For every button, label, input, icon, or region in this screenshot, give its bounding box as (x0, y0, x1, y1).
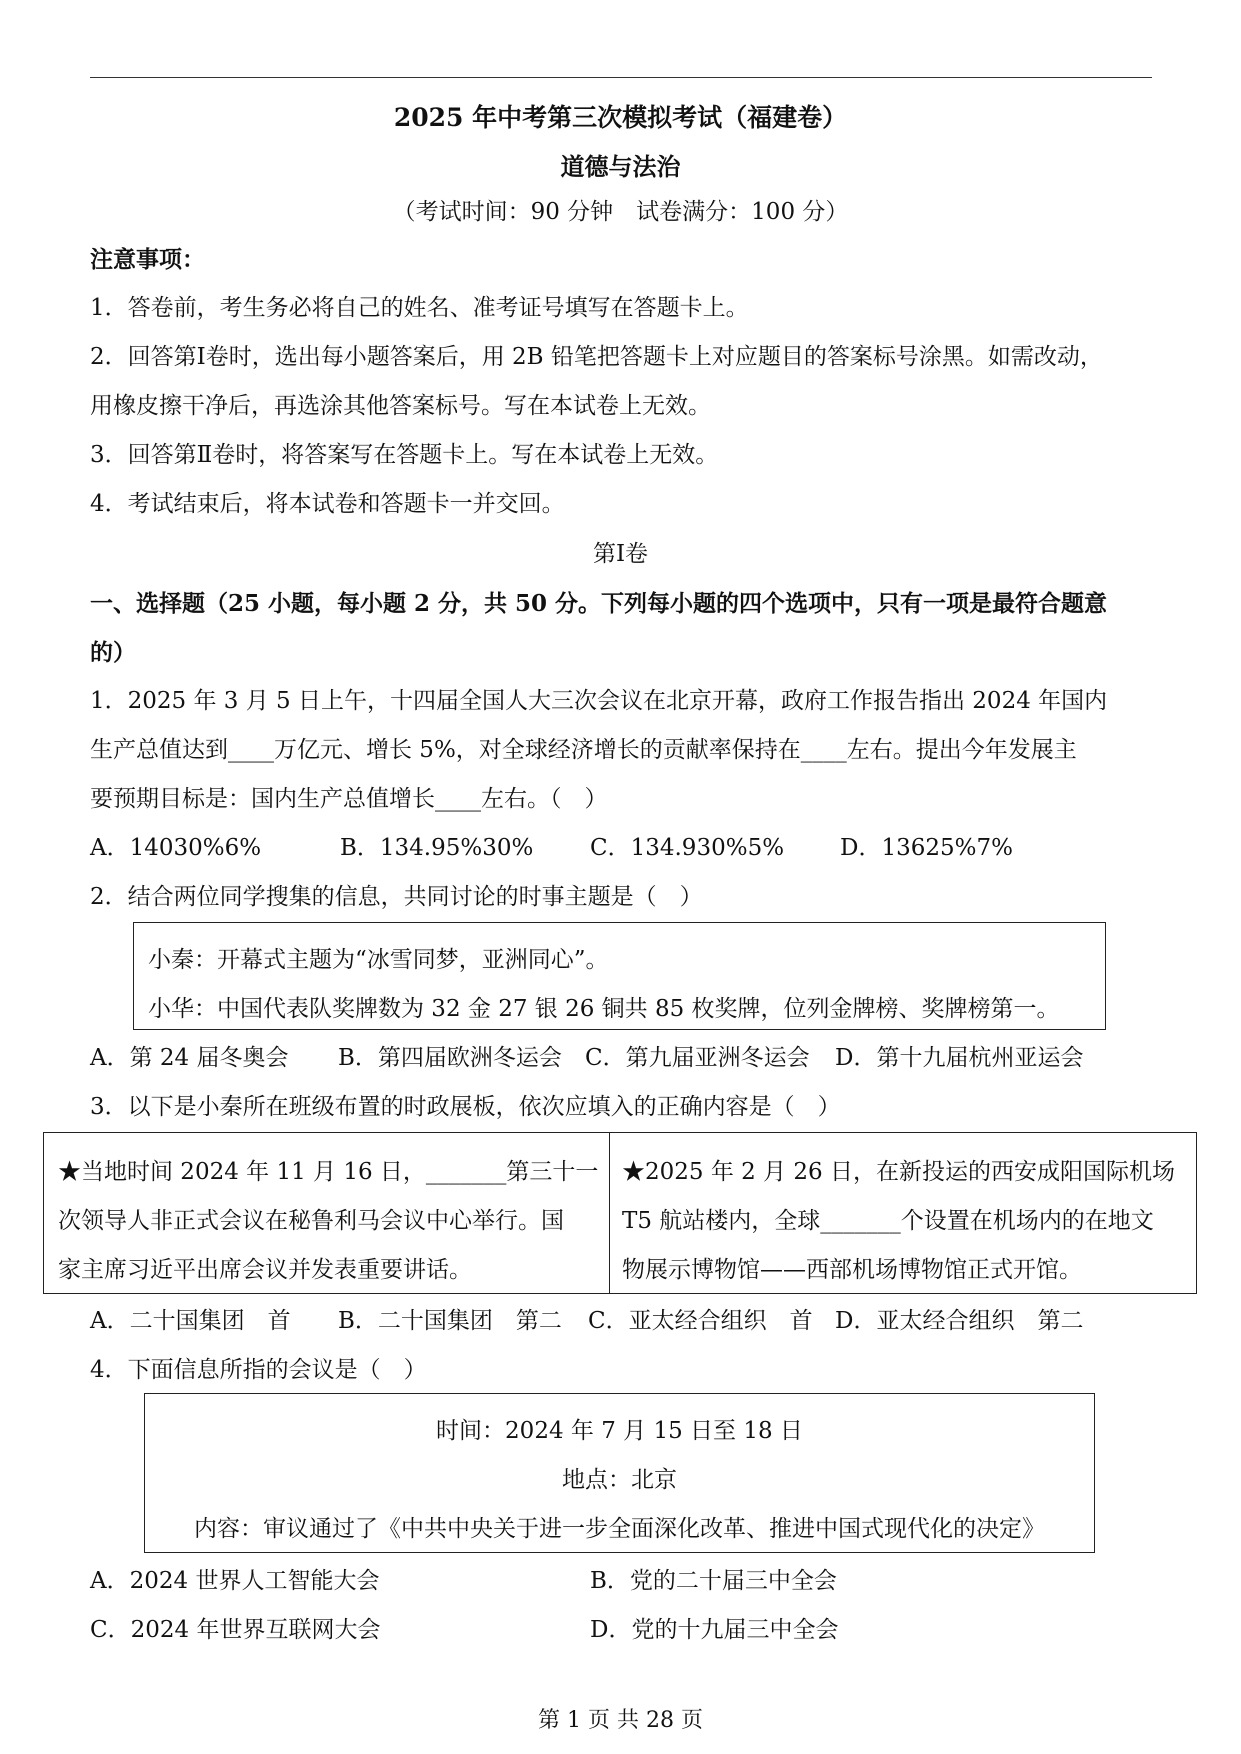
q3-right-line: 物展示博物馆——西部机场博物馆正式开馆。 (622, 1257, 1082, 1283)
q1-option-c: C．134.930%5% (590, 835, 785, 861)
q1-stem: 要预期目标是：国内生产总值增长____左右。（ ） (90, 786, 608, 812)
q4-option-c: C．2024 年世界互联网大会 (90, 1617, 381, 1643)
page-footer: 第 1 页 共 28 页 (538, 1708, 703, 1733)
q3-option-d: D．亚太经合组织 第二 (835, 1308, 1084, 1334)
q3-option-a: A．二十国集团 首 (90, 1308, 291, 1334)
q1-option-a: A．14030%6% (90, 835, 262, 861)
notes-line: 1．答卷前，考生务必将自己的姓名、准考证号填写在答题卡上。 (90, 295, 749, 321)
q2-stem: 2．结合两位同学搜集的信息，共同讨论的时事主题是（ ） (90, 884, 703, 910)
notes-line: 用橡皮擦干净后，再选涂其他答案标号。写在本试卷上无效。 (90, 393, 711, 419)
q2-box-line: 小华：中国代表队奖牌数为 32 金 27 银 26 铜共 85 枚奖牌，位列金牌榜、奖牌榜第一。 (148, 996, 1060, 1022)
q4-box-time: 时间：2024 年 7 月 15 日至 18 日 (436, 1418, 803, 1444)
q3-left-line: 次领导人非正式会议在秘鲁利马会议中心举行。国 (58, 1208, 564, 1234)
q3-stem: 3．以下是小秦所在班级布置的时政展板，依次应填入的正确内容是（ ） (90, 1094, 841, 1120)
q1-option-d: D．13625%7% (840, 835, 1013, 861)
part-title: 第Ⅰ卷 (592, 541, 649, 567)
notes-line: 2．回答第Ⅰ卷时，选出每小题答案后，用 2B 铅笔把答题卡上对应题目的答案标号涂黑。如需改动， (90, 344, 1103, 370)
q2-box-line: 小秦：开幕式主题为“冰雪同梦，亚洲同心”。 (148, 947, 609, 973)
q3-option-c: C．亚太经合组织 首 (588, 1308, 813, 1334)
exam-info: （考试时间：90 分钟 试卷满分：100 分） (392, 199, 849, 225)
q3-board-right (610, 1133, 1196, 1293)
notes-line: 4．考试结束后，将本试卷和答题卡一并交回。 (90, 491, 565, 517)
q3-left-line: 家主席习近平出席会议并发表重要讲话。 (58, 1257, 472, 1283)
q4-box-place: 地点：北京 (562, 1467, 677, 1493)
q4-box-content: 内容：审议通过了《中共中央关于进一步全面深化改革、推进中国式现代化的决定》 (194, 1516, 1045, 1542)
q4-option-d: D．党的十九届三中全会 (590, 1617, 839, 1643)
q2-option-d: D．第十九届杭州亚运会 (835, 1045, 1084, 1071)
q3-option-b: B．二十国集团 第二 (338, 1308, 562, 1334)
q1-stem: 1．2025 年 3 月 5 日上午，十四届全国人大三次会议在北京开幕，政府工作报告指出 2024 年国内 (90, 688, 1108, 714)
q3-left-line: ★当地时间 2024 年 11 月 16 日，_______第三十一 (58, 1159, 599, 1185)
q2-option-c: C．第九届亚洲冬运会 (585, 1045, 810, 1071)
q1-stem: 生产总值达到____万亿元、增长 5%，对全球经济增长的贡献率保持在____左右。提出今年发展主 (90, 737, 1077, 763)
q4-stem: 4．下面信息所指的会议是（ ） (90, 1357, 427, 1383)
notes-heading: 注意事项： (90, 246, 205, 273)
q4-option-b: B．党的二十届三中全会 (590, 1568, 837, 1594)
q2-option-b: B．第四届欧洲冬运会 (338, 1045, 562, 1071)
q3-display-board (43, 1132, 1197, 1294)
notes-line: 3．回答第Ⅱ卷时，将答案写在答题卡上。写在本试卷上无效。 (90, 442, 719, 468)
q4-info-box (144, 1393, 1095, 1553)
q2-info-box (133, 922, 1106, 1030)
section-heading: 一、选择题（25 小题，每小题 2 分，共 50 分。下列每小题的四个选项中，只有一项是最符合题意 (90, 590, 1108, 617)
section-heading-cont: 的） (90, 639, 136, 666)
q4-option-a: A．2024 世界人工智能大会 (90, 1568, 380, 1594)
q3-right-line: T5 航站楼内，全球_______个设置在机场内的在地文 (622, 1208, 1154, 1234)
q3-right-line: ★2025 年 2 月 26 日，在新投运的西安成阳国际机场 (622, 1159, 1175, 1185)
q3-board-left (44, 1133, 610, 1293)
q1-option-b: B．134.95%30% (340, 835, 534, 861)
header-rule (90, 77, 1152, 78)
exam-title: 2025 年中考第三次模拟考试（福建卷） (393, 103, 848, 132)
exam-subject: 道德与法治 (560, 152, 681, 181)
q2-option-a: A．第 24 届冬奥会 (90, 1045, 289, 1071)
